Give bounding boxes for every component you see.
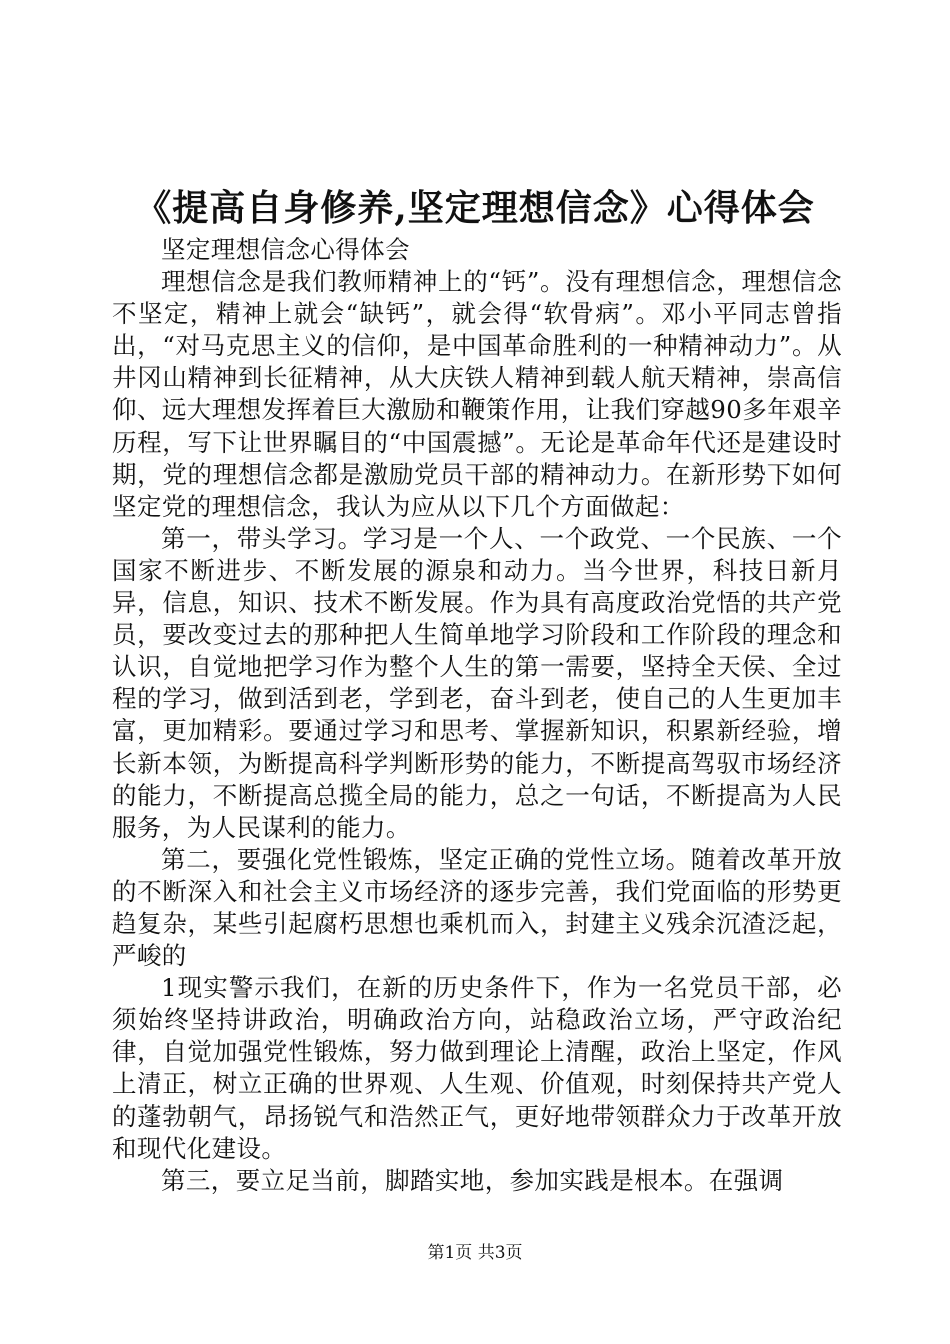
paragraph-point-one: 第一，带头学习。学习是一个人、一个政党、一个民族、一个国家不断进步、不断发展的源泉和动力。当今世界，科技日新月异，信息，知识、技术不断发展。作为具有高度政治党悟的共产党员，要改变过去的那种把人生简单地学习阶段和工作阶段的理念和认识，自觉地把学习作为整个人生的第一需要，坚持全天侯、全过程的学习，做到活到老，学到老，奋斗到老，使自己的人生更加丰富，更加精彩。要通过学习和思考、掌握新知识，积累新经验，增长新本领，为断提高科学判断形势的能力，不断提高驾驭市场经济的能力，不断提高总揽全局的能力，总之一句话，不断提高为人民服务，为人民谋利的能力。	[112, 523, 842, 842]
paragraph-subtitle: 坚定理想信念心得体会	[161, 235, 410, 264]
paragraph-point-three: 第三，要立足当前，脚踏实地，参加实践是根本。在强调	[161, 1165, 784, 1195]
document-body	[112, 234, 842, 1197]
document-title: 《提高自身修养,坚定理想信念》心得体会	[135, 187, 815, 229]
paragraph-point-two-continued: 1现实警示我们，在新的历史条件下，作为一名党员干部，必须始终坚持讲政治，明确政治方向，站稳政治立场，严守政治纪律，自觉加强党性锻炼，努力做到理论上清醒，政治上坚定，作风上清正，树立正确的世界观、人生观、价值观，时刻保持共产党人的蓬勃朝气，昂扬锐气和浩然正气，更好地带领群众力于改革开放和现代化建设。	[112, 973, 842, 1163]
paragraph-point-two: 第二，要强化党性锻炼，坚定正确的党性立场。随着改革开放的不断深入和社会主义市场经济的逐步完善，我们党面临的形势更趋复杂，某些引起腐朽思想也乘机而入，封建主义残余沉渣泛起，严峻的	[112, 844, 842, 971]
page-number-footer: 第1页 共3页	[427, 1243, 523, 1263]
paragraph-intro: 理想信念是我们教师精神上的“钙”。没有理想信念，理想信念不坚定，精神上就会“缺钙”，就会得“软骨病”。邓小平同志曾指出，“对马克思主义的信仰，是中国革命胜利的一种精神动力”。从井冈山精神到长征精神，从大庆铁人精神到载人航天精神，崇高信仰、远大理想发挥着巨大激励和鞭策作用，让我们穿越90多年艰辛历程，写下让世界瞩目的“中国震撼”。无论是革命年代还是建设时期，党的理想信念都是激励党员干部的精神动力。在新形势下如何坚定党的理想信念，我认为应从以下几个方面做起：	[112, 267, 842, 521]
